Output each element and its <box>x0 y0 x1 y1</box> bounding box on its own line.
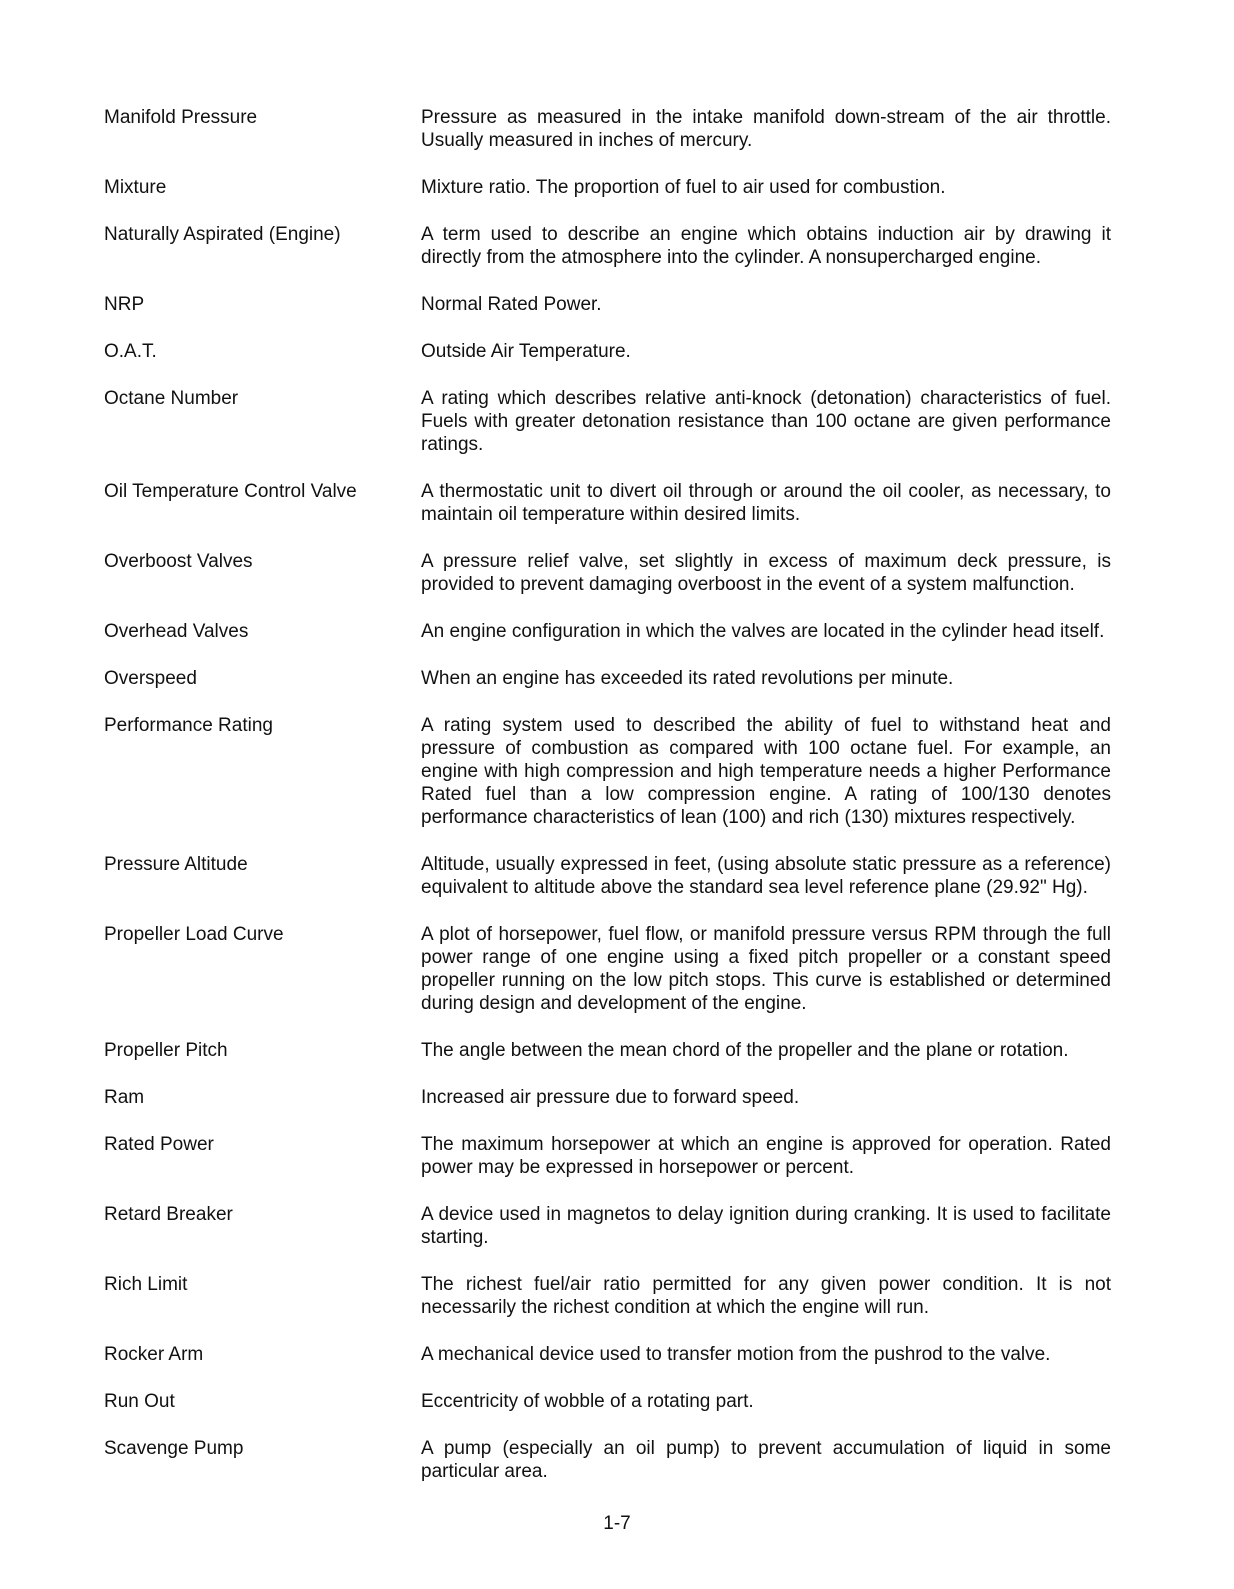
glossary-entry <box>104 1203 1114 1249</box>
glossary-term: Rated Power <box>104 1134 214 1155</box>
glossary-entry <box>104 387 1114 456</box>
glossary-term: Retard Breaker <box>104 1204 233 1225</box>
glossary-entry <box>104 1390 1114 1413</box>
glossary-definition: Outside Air Temperature. <box>421 341 631 362</box>
glossary-definition: A pump (especially an oil pump) to prevent accumulation of liquid in some particular area. <box>421 1438 1111 1482</box>
glossary-definition: An engine configuration in which the valves are located in the cylinder head itself. <box>421 621 1105 642</box>
glossary-entry <box>104 667 1114 690</box>
glossary-entry <box>104 176 1114 199</box>
glossary-entry <box>104 1133 1114 1179</box>
glossary-term: Naturally Aspirated (Engine) <box>104 224 341 245</box>
glossary-term: Overboost Valves <box>104 551 253 572</box>
glossary-definition: A term used to describe an engine which obtains induction air by drawing it directly from the atmosphere into the cylinder. A nonsupercharged engine. <box>421 224 1111 268</box>
page-number: 1-7 <box>603 1513 631 1534</box>
glossary-definition: A pressure relief valve, set slightly in excess of maximum deck pressure, is provided to prevent damaging overboost in the event of a system malfunction. <box>421 551 1111 595</box>
glossary-term: Octane Number <box>104 388 239 409</box>
glossary-entry <box>104 480 1114 526</box>
glossary-entry <box>104 1273 1114 1319</box>
glossary-entry <box>104 853 1114 899</box>
glossary-entry <box>104 223 1114 269</box>
glossary-term: Propeller Pitch <box>104 1040 228 1061</box>
glossary-definition: Altitude, usually expressed in feet, (using absolute static pressure as a reference) equivalent to altitude above the standard sea level reference plane (29.92" Hg). <box>421 854 1111 898</box>
glossary-term: NRP <box>104 294 145 315</box>
glossary-entry <box>104 923 1114 1015</box>
glossary-definition: Mixture ratio. The proportion of fuel to air used for combustion. <box>421 177 946 198</box>
glossary-definition: A device used in magnetos to delay ignition during cranking. It is used to facilitate starting. <box>421 1204 1111 1248</box>
glossary-term: Propeller Load Curve <box>104 924 284 945</box>
glossary-entry <box>104 106 1114 152</box>
glossary-entry <box>104 1039 1114 1062</box>
glossary-definition: Normal Rated Power. <box>421 294 602 315</box>
glossary-definition: Eccentricity of wobble of a rotating part. <box>421 1391 754 1412</box>
glossary-definition: Increased air pressure due to forward speed. <box>421 1087 800 1108</box>
glossary-term: Scavenge Pump <box>104 1438 244 1459</box>
glossary-term: Performance Rating <box>104 715 273 736</box>
glossary-definition: A mechanical device used to transfer motion from the pushrod to the valve. <box>421 1344 1051 1365</box>
glossary-term: Mixture <box>104 177 167 198</box>
glossary-term: Overhead Valves <box>104 621 249 642</box>
glossary-entry <box>104 620 1114 643</box>
glossary-term: Run Out <box>104 1391 175 1412</box>
glossary-entry <box>104 550 1114 596</box>
glossary-term: O.A.T. <box>104 341 157 362</box>
glossary-entry <box>104 1437 1114 1483</box>
glossary-definition: The maximum horsepower at which an engine is approved for operation. Rated power may be expressed in horsepower or percent. <box>421 1134 1111 1178</box>
glossary-term: Pressure Altitude <box>104 854 248 875</box>
glossary-definition: The richest fuel/air ratio permitted for any given power condition. It is not necessarily the richest condition at which the engine will run. <box>421 1274 1111 1318</box>
glossary-term: Ram <box>104 1087 145 1108</box>
glossary-definition: A rating which describes relative anti-knock (detonation) characteristics of fuel. Fuels with greater detonation resistance than 100 octane are given performance ratings. <box>421 388 1111 455</box>
glossary-definition: A rating system used to described the ability of fuel to withstand heat and pressure of combustion as compared with 100 octane fuel. For example, an engine with high compression and high temperature needs a higher Performance Rated fuel than a low compression engine. A rating of 100/130 denotes performance characteristics of lean (100) and rich (130) mixtures respectively. <box>421 715 1111 828</box>
glossary-definition: When an engine has exceeded its rated revolutions per minute. <box>421 668 954 689</box>
glossary-term: Overspeed <box>104 668 197 689</box>
glossary-term: Oil Temperature Control Valve <box>104 481 357 502</box>
glossary-list <box>104 106 1114 1483</box>
glossary-entry <box>104 293 1114 316</box>
glossary-definition: Pressure as measured in the intake manifold down-stream of the air throttle. Usually measured in inches of mercury. <box>421 107 1111 151</box>
glossary-entry <box>104 1343 1114 1366</box>
glossary-definition: The angle between the mean chord of the propeller and the plane or rotation. <box>421 1040 1069 1061</box>
glossary-entry <box>104 714 1114 829</box>
glossary-definition: A plot of horsepower, fuel flow, or manifold pressure versus RPM through the full power range of one engine using a fixed pitch propeller or a constant speed propeller running on the low pitch stops. This curve is established or determined during design and development of the engine. <box>421 924 1111 1014</box>
glossary-term: Rocker Arm <box>104 1344 204 1365</box>
glossary-term: Manifold Pressure <box>104 107 258 128</box>
glossary-entry <box>104 1086 1114 1109</box>
glossary-definition: A thermostatic unit to divert oil through or around the oil cooler, as necessary, to maintain oil temperature within desired limits. <box>421 481 1111 525</box>
glossary-term: Rich Limit <box>104 1274 188 1295</box>
glossary-entry <box>104 340 1114 363</box>
